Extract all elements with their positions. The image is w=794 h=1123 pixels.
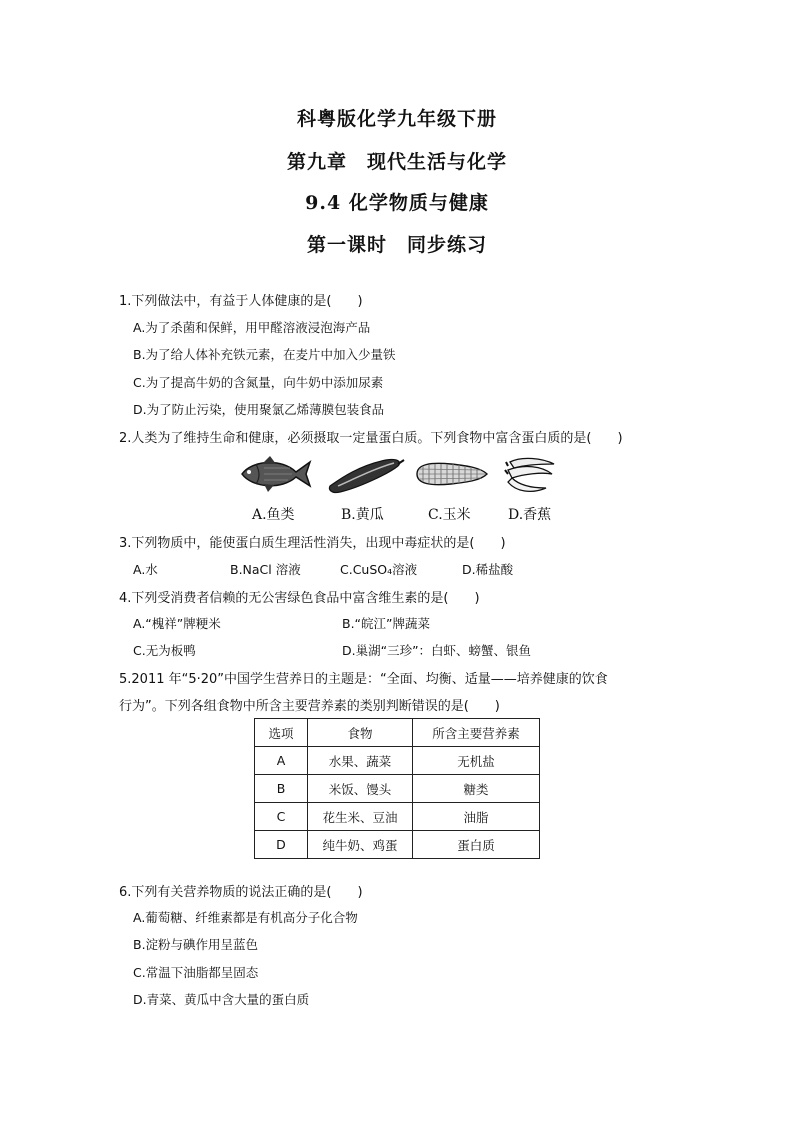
table-cell: 无机盐: [413, 747, 540, 775]
question-3-option-c: C.CuSO₄溶液: [340, 562, 418, 577]
cucumber-image: [326, 452, 406, 496]
question-2-stem: 2.人类为了维持生命和健康，必须摄取一定量蛋白质。下列食物中富含蛋白质的是( ): [119, 431, 623, 446]
table-header-row: [255, 719, 540, 747]
question-6-option-d: D.青菜、黄瓜中含大量的蛋白质: [133, 992, 310, 1007]
food-label-corn: C.玉米: [428, 507, 471, 523]
question-3-option-b: B.NaCl 溶液: [230, 562, 301, 577]
table-cell: 纯牛奶、鸡蛋: [308, 831, 413, 859]
question-4-option-c: C.无为板鸭: [133, 643, 196, 658]
table-row: [255, 831, 540, 859]
table-row: [255, 747, 540, 775]
section-title: 9.4 化学物质与健康: [305, 192, 489, 214]
table-cell: 糖类: [413, 775, 540, 803]
question-4-option-d: D.巢湖“三珍”：白虾、螃蟹、银鱼: [342, 643, 532, 658]
table-cell: B: [255, 775, 308, 803]
food-label-cucumber: B.黄瓜: [341, 507, 384, 523]
table-header-cell: 选项: [255, 719, 308, 747]
table-cell: 油脂: [413, 803, 540, 831]
table-row: [255, 803, 540, 831]
question-6-option-b: B.淀粉与碘作用呈蓝色: [133, 937, 259, 952]
table-cell: 水果、蔬菜: [308, 747, 413, 775]
table-row: [255, 775, 540, 803]
question-4-option-a: A.“槐祥”牌粳米: [133, 616, 221, 631]
doc-title: 科粤版化学九年级下册: [296, 108, 497, 130]
fish-image: [234, 452, 314, 496]
question-4-stem: 4.下列受消费者信赖的无公害绿色食品中富含维生素的是( ): [119, 591, 480, 606]
question-1-option-d: D.为了防止污染，使用聚氯乙烯薄膜包装食品: [133, 402, 385, 417]
corn-image: [411, 452, 491, 496]
table-cell: D: [255, 831, 308, 859]
question-6-option-c: C.常温下油脂都呈固态: [133, 965, 259, 980]
question-5-stem-line-2: 行为”。下列各组食物中所含主要营养素的类别判断错误的是( ): [119, 699, 500, 714]
chapter-title: 第九章 现代生活与化学: [286, 151, 507, 173]
table-cell: 花生米、豆油: [308, 803, 413, 831]
table-cell: C: [255, 803, 308, 831]
table-header-cell: 食物: [308, 719, 413, 747]
question-1-stem: 1.下列做法中，有益于人体健康的是( ): [119, 294, 363, 309]
question-3-option-d: D.稀盐酸: [462, 562, 514, 577]
table-cell: 米饭、馒头: [308, 775, 413, 803]
question-1-option-a: A.为了杀菌和保鲜，用甲醛溶液浸泡海产品: [133, 320, 371, 335]
table-cell: A: [255, 747, 308, 775]
question-6-option-a: A.葡萄糖、纤维素都是有机高分子化合物: [133, 910, 358, 925]
nutrient-table: [254, 718, 540, 859]
question-1-option-b: B.为了给人体补充铁元素，在麦片中加入少量铁: [133, 347, 396, 362]
food-label-fish: A.鱼类: [252, 507, 295, 523]
question-4-option-b: B.“皖江”牌蔬菜: [342, 616, 431, 631]
food-label-banana: D.香蕉: [508, 507, 552, 523]
banana-image: [502, 452, 582, 496]
question-1-option-c: C.为了提高牛奶的含氮量，向牛奶中添加尿素: [133, 375, 384, 390]
table-header-cell: 所含主要营养素: [413, 719, 540, 747]
question-6-stem: 6.下列有关营养物质的说法正确的是( ): [119, 885, 363, 900]
question-3-option-a: A.水: [133, 562, 158, 577]
question-5-stem-line-1: 5.2011 年“5·20”中国学生营养日的主题是：“全面、均衡、适量——培养健康的饮食: [119, 672, 608, 687]
question-3-stem: 3.下列物质中，能使蛋白质生理活性消失，出现中毒症状的是( ): [119, 536, 506, 551]
lesson-title: 第一课时 同步练习: [306, 234, 487, 256]
table-cell: 蛋白质: [413, 831, 540, 859]
